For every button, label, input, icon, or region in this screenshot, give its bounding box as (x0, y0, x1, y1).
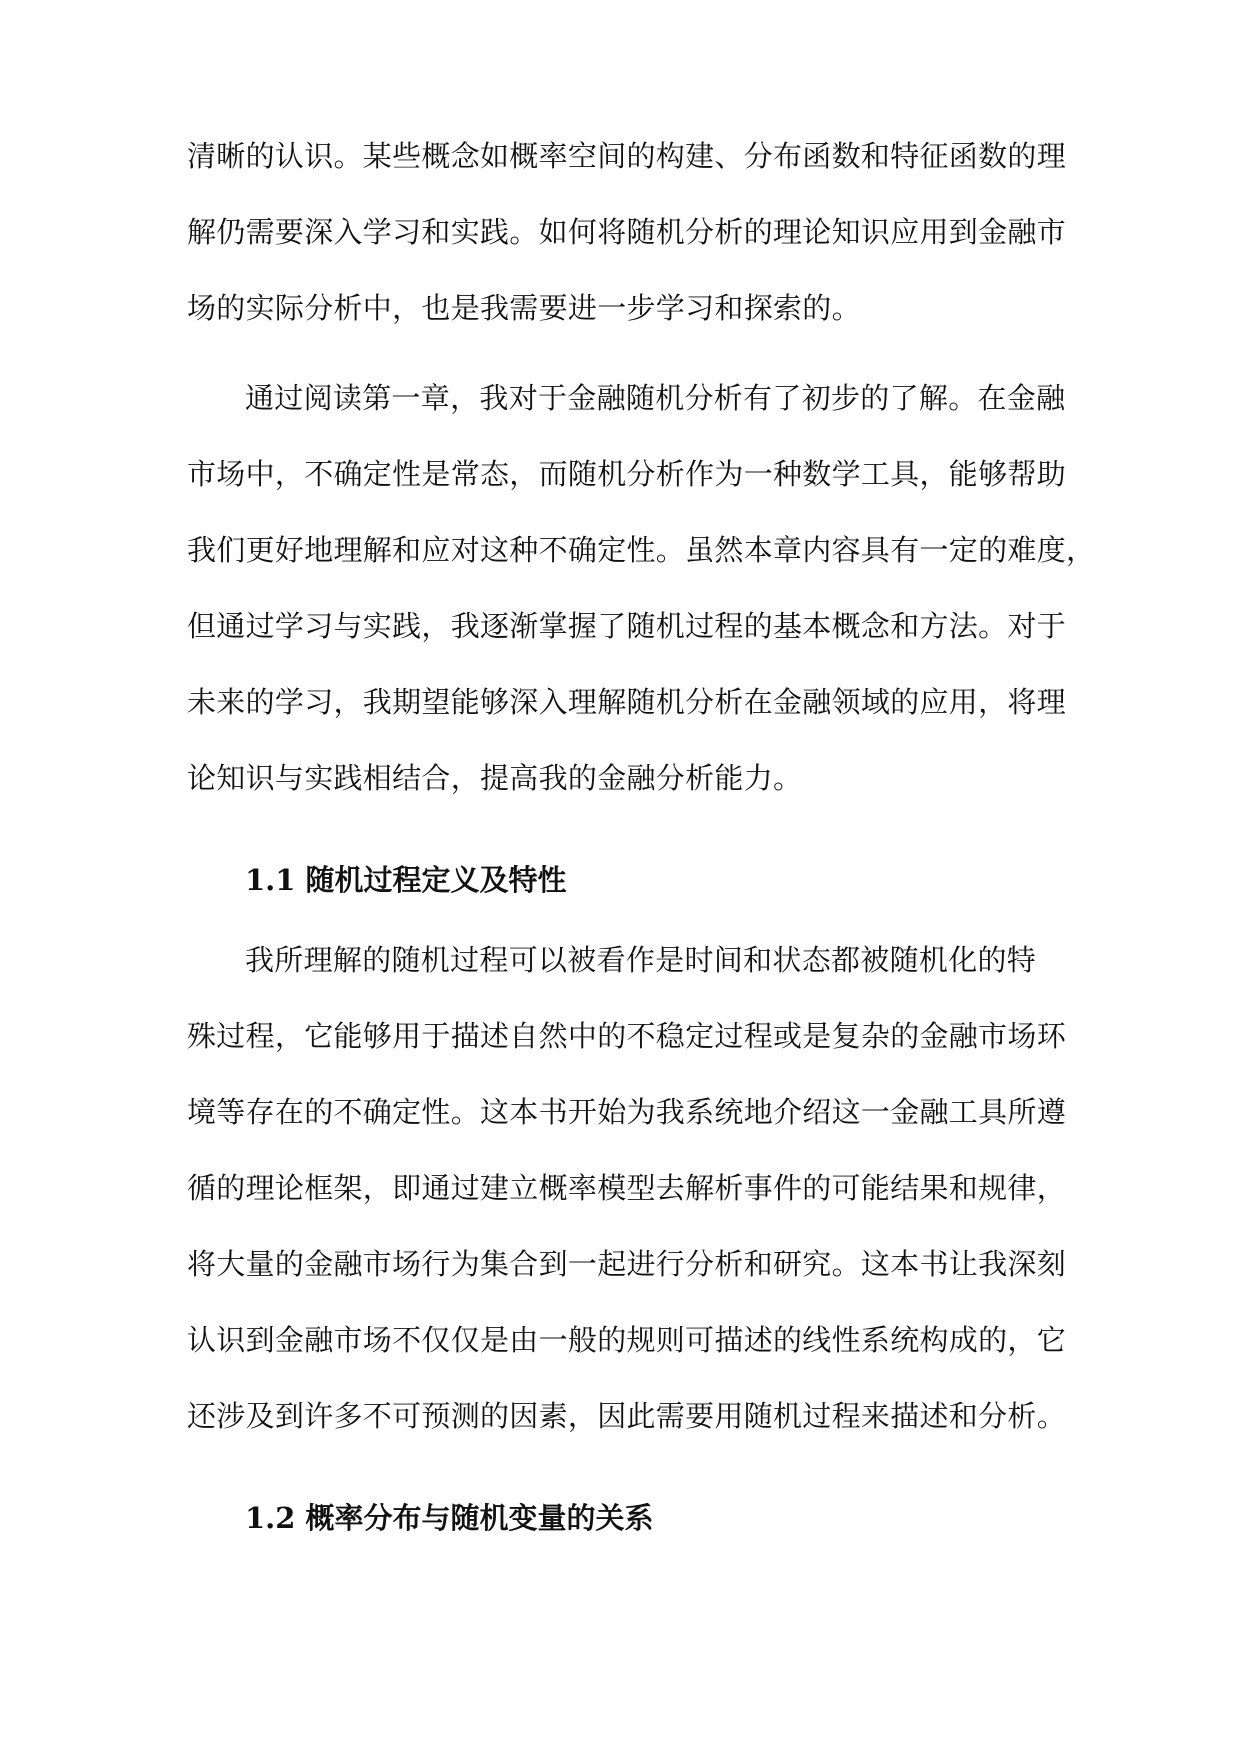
section-heading-1-1: 1.1 随机过程定义及特性 (245, 863, 567, 897)
paragraph-line: 未来的学习，我期望能够深入理解随机分析在金融领域的应用，将理 (187, 685, 1067, 719)
paragraph-line: 场的实际分析中，也是我需要进一步学习和探索的。 (187, 291, 861, 325)
section-heading-1-2: 1.2 概率分布与随机变量的关系 (245, 1501, 654, 1535)
paragraph-line: 境等存在的不确定性。这本书开始为我系统地介绍这一金融工具所遵 (187, 1095, 1067, 1129)
paragraph-line: 市场中，不确定性是常态，而随机分析作为一种数学工具，能够帮助 (187, 457, 1067, 491)
paragraph-line: 论知识与实践相结合，提高我的金融分析能力。 (187, 761, 803, 795)
paragraph-line: 我们更好地理解和应对这种不确定性。虽然本章内容具有一定的难度， (187, 533, 1096, 567)
paragraph-line: 将大量的金融市场行为集合到一起进行分析和研究。这本书让我深刻 (187, 1247, 1067, 1281)
paragraph-line: 殊过程，它能够用于描述自然中的不稳定过程或是复杂的金融市场环 (187, 1019, 1067, 1053)
paragraph-line: 我所理解的随机过程可以被看作是时间和状态都被随机化的特 (245, 943, 1037, 977)
paragraph-line: 循的理论框架，即通过建立概率模型去解析事件的可能结果和规律， (187, 1171, 1067, 1205)
paragraph-line: 清晰的认识。某些概念如概率空间的构建、分布函数和特征函数的理 (187, 139, 1067, 173)
paragraph-line: 但通过学习与实践，我逐渐掌握了随机过程的基本概念和方法。对于 (187, 609, 1067, 643)
paragraph-line: 认识到金融市场不仅仅是由一般的规则可描述的线性系统构成的，它 (187, 1323, 1067, 1357)
paragraph-line: 解仍需要深入学习和实践。如何将随机分析的理论知识应用到金融市 (187, 215, 1067, 249)
paragraph-line: 还涉及到许多不可预测的因素，因此需要用随机过程来描述和分析。 (187, 1399, 1067, 1433)
paragraph-line: 通过阅读第一章，我对于金融随机分析有了初步的了解。在金融 (245, 381, 1066, 415)
